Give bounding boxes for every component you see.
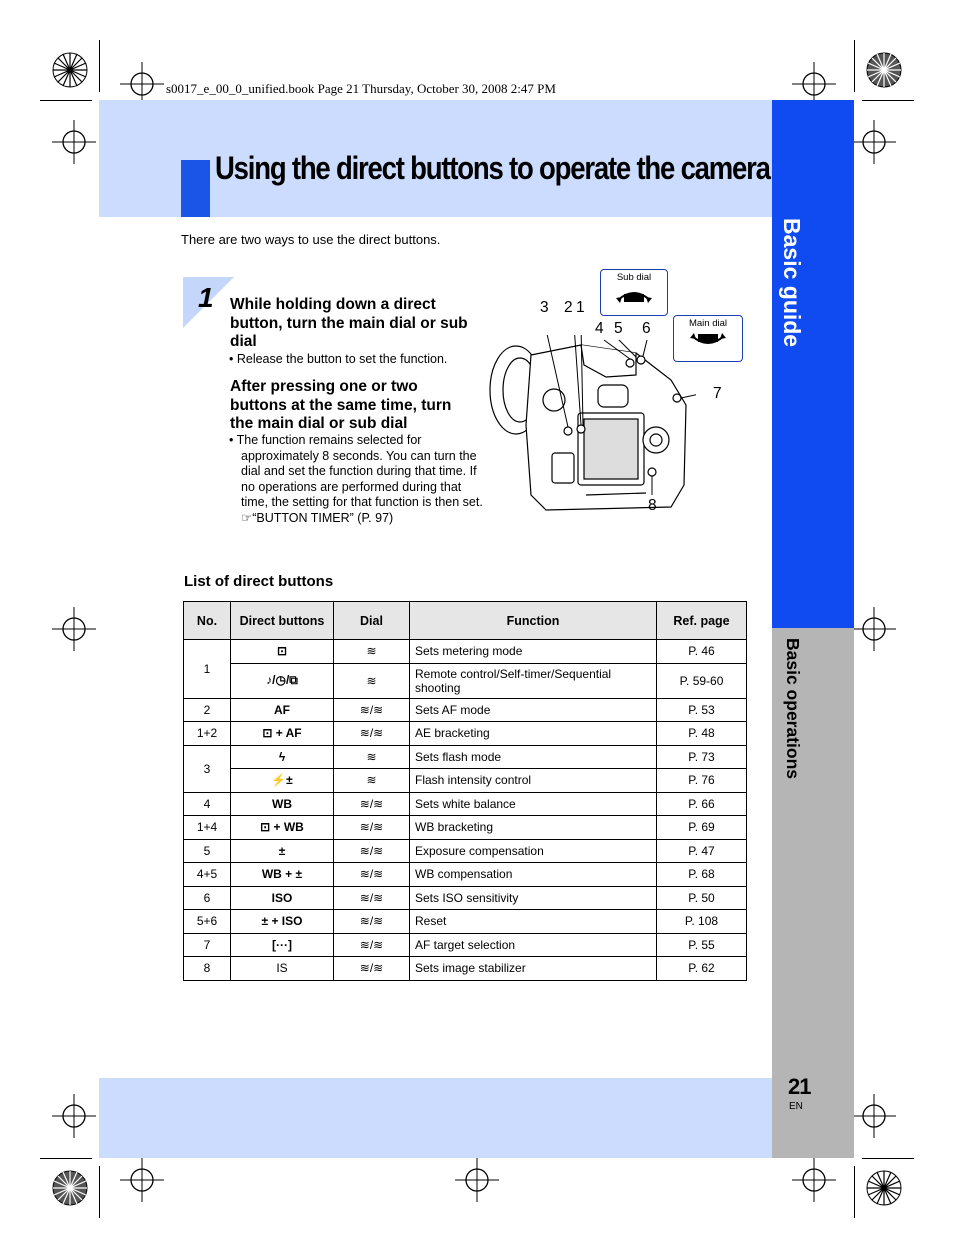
registration-mark-icon (866, 1170, 902, 1206)
cell-ref: P. 55 (657, 933, 747, 957)
main-dial-icon (688, 330, 728, 352)
sub-dial-icon: ≋ (334, 663, 410, 698)
cell-ref: P. 108 (657, 910, 747, 934)
side-tab-basic-guide (772, 100, 854, 628)
step-number: 1 (198, 282, 214, 313)
metering-icon: ⊡ (231, 640, 334, 664)
cell-function: WB compensation (410, 863, 657, 887)
registration-mark-icon (52, 1170, 88, 1206)
cell-ref: P. 66 (657, 792, 747, 816)
main-dial-icon: ≋ (334, 745, 410, 769)
diagram-label-1: 1 (576, 299, 585, 316)
table-row (184, 816, 747, 840)
table-row (184, 910, 747, 934)
col-ref-page: Ref. page (657, 602, 747, 640)
cell-ref: P. 62 (657, 957, 747, 981)
dial-icon: ≋/≋ (334, 957, 410, 981)
side-tab-lower-label: Basic operations (783, 638, 803, 780)
cell-no: 1+2 (184, 722, 231, 746)
step-bullet-2: • The function remains selected for approximately 8 seconds. You can turn the dial and set the function during that time. If no operations are performed during that time, the setting for that function is then set. ☞“BUTTON TIMER” (P. 97) (229, 433, 483, 525)
cell-ref: P. 59-60 (657, 663, 747, 698)
cell-function: Remote control/Self-timer/Sequential shooting (410, 663, 657, 698)
sub-dial-callout (600, 269, 668, 316)
cell-no: 3 (184, 745, 231, 792)
cell-ref: P. 69 (657, 816, 747, 840)
footer-band (99, 1078, 772, 1158)
crosshair-mark-icon (792, 1158, 836, 1202)
step-heading-1: While holding down a direct button, turn the main dial or sub dial (230, 296, 468, 350)
wb-exposure-icon: WB + ± (231, 863, 334, 887)
table-row (184, 663, 747, 698)
registration-mark-icon (52, 52, 88, 88)
dial-icon: ≋/≋ (334, 722, 410, 746)
sub-dial-label: Sub dial (616, 272, 652, 283)
crop-mark (40, 100, 92, 101)
crosshair-mark-icon (852, 120, 896, 164)
direct-buttons-table (183, 601, 747, 981)
cell-function: Exposure compensation (410, 839, 657, 863)
diagram-label-3: 3 (540, 299, 549, 316)
cell-no: 8 (184, 957, 231, 981)
table-row (184, 933, 747, 957)
dial-icon: ≋/≋ (334, 933, 410, 957)
table-header-row (184, 602, 747, 640)
table-row (184, 769, 747, 793)
crosshair-mark-icon (852, 607, 896, 651)
crosshair-mark-icon (52, 1094, 96, 1138)
page-number: 21 (788, 1074, 811, 1099)
cell-no: 5 (184, 839, 231, 863)
cell-no: 4+5 (184, 863, 231, 887)
table-row (184, 792, 747, 816)
crop-mark (862, 1158, 914, 1159)
cell-function: Sets ISO sensitivity (410, 886, 657, 910)
book-info-line: s0017_e_00_0_unified.book Page 21 Thursday, October 30, 2008 2:47 PM (166, 81, 556, 96)
main-dial-icon: ≋ (334, 640, 410, 664)
table-row (184, 698, 747, 722)
flash-icon: ϟ (231, 745, 334, 769)
cell-ref: P. 68 (657, 863, 747, 887)
diagram-label-6: 6 (642, 320, 651, 337)
dial-icon: ≋/≋ (334, 816, 410, 840)
table-row (184, 745, 747, 769)
iso-icon: ISO (231, 886, 334, 910)
diagram-label-4: 4 (595, 320, 604, 337)
cell-no: 1 (184, 640, 231, 699)
main-dial-callout (673, 315, 743, 362)
dial-icon: ≋/≋ (334, 886, 410, 910)
crosshair-mark-icon (52, 607, 96, 651)
cell-ref: P. 50 (657, 886, 747, 910)
diagram-label-7: 7 (713, 385, 722, 402)
cell-no: 7 (184, 933, 231, 957)
cell-ref: P. 73 (657, 745, 747, 769)
language-code: EN (789, 1101, 803, 1112)
camera-illustration (486, 335, 696, 515)
af-target-icon: [···] (231, 933, 334, 957)
cell-ref: P. 48 (657, 722, 747, 746)
sub-dial-icon (614, 284, 654, 306)
crop-mark (99, 1166, 100, 1218)
step-bullet-1: • Release the button to set the function. (229, 352, 448, 366)
diagram-label-2: 2 (564, 299, 573, 316)
dial-icon: ≋/≋ (334, 910, 410, 934)
dial-icon: ≋/≋ (334, 698, 410, 722)
table-row (184, 886, 747, 910)
crosshair-mark-icon (52, 120, 96, 164)
cell-no: 1+4 (184, 816, 231, 840)
step-heading-2: After pressing one or two buttons at the same time, turn the main dial or sub dial (230, 378, 452, 432)
page-title: Using the direct buttons to operate the camera (215, 150, 770, 186)
side-tab-upper-label: Basic guide (779, 218, 805, 348)
flash-intensity-icon: ⚡± (231, 769, 334, 793)
dial-icon: ≋/≋ (334, 863, 410, 887)
cell-function: Sets image stabilizer (410, 957, 657, 981)
cell-no: 5+6 (184, 910, 231, 934)
crosshair-mark-icon (455, 1158, 499, 1202)
col-function: Function (410, 602, 657, 640)
crosshair-mark-icon (852, 1094, 896, 1138)
cell-ref: P. 47 (657, 839, 747, 863)
table-row (184, 839, 747, 863)
cell-function: Sets flash mode (410, 745, 657, 769)
metering-wb-icon: ⊡ + WB (231, 816, 334, 840)
cell-function: Sets white balance (410, 792, 657, 816)
cell-function: AF target selection (410, 933, 657, 957)
cell-ref: P. 46 (657, 640, 747, 664)
dial-icon: ≋/≋ (334, 792, 410, 816)
is-icon: IS (231, 957, 334, 981)
main-dial-label: Main dial (688, 318, 728, 329)
crop-mark (40, 1158, 92, 1159)
dial-icon: ≋/≋ (334, 839, 410, 863)
wb-icon: WB (231, 792, 334, 816)
table-row (184, 957, 747, 981)
af-icon: AF (231, 698, 334, 722)
cell-ref: P. 53 (657, 698, 747, 722)
crop-mark (854, 1166, 855, 1218)
exposure-comp-icon: ± (231, 839, 334, 863)
exposure-iso-icon: ± + ISO (231, 910, 334, 934)
cell-function: Flash intensity control (410, 769, 657, 793)
cell-function: Sets metering mode (410, 640, 657, 664)
cell-function: WB bracketing (410, 816, 657, 840)
title-marker (181, 160, 210, 217)
col-direct-buttons: Direct buttons (231, 602, 334, 640)
cell-no: 2 (184, 698, 231, 722)
cell-function: Reset (410, 910, 657, 934)
diagram-label-8: 8 (648, 497, 657, 514)
intro-text: There are two ways to use the direct buttons. (181, 232, 441, 247)
col-no: No. (184, 602, 231, 640)
cell-ref: P. 76 (657, 769, 747, 793)
crop-mark (854, 40, 855, 92)
cell-function: AE bracketing (410, 722, 657, 746)
table-row (184, 722, 747, 746)
crosshair-mark-icon (120, 1158, 164, 1202)
cell-function: Sets AF mode (410, 698, 657, 722)
drive-mode-icon: ♪/◷/⧉ (231, 663, 334, 698)
crop-mark (99, 40, 100, 92)
cell-no: 6 (184, 886, 231, 910)
col-dial: Dial (334, 602, 410, 640)
registration-mark-icon (866, 52, 902, 88)
table-row (184, 863, 747, 887)
diagram-label-5: 5 (614, 320, 623, 337)
cell-no: 4 (184, 792, 231, 816)
crop-mark (862, 100, 914, 101)
metering-af-icon: ⊡ + AF (231, 722, 334, 746)
list-heading: List of direct buttons (184, 573, 334, 590)
sub-dial-icon: ≋ (334, 769, 410, 793)
table-row (184, 640, 747, 664)
